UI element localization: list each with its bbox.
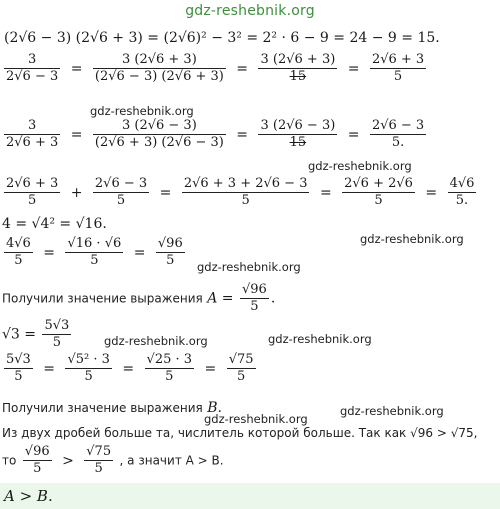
fraction — [227, 352, 256, 385]
answer-box — [0, 483, 500, 509]
var-b: B. — [207, 400, 222, 416]
fraction — [4, 352, 33, 385]
result-b-text: Получили значение выражения — [2, 401, 203, 415]
denominator: 5 — [4, 252, 33, 269]
numerator: √96 — [241, 282, 267, 297]
numerator: 2√6 − 3 — [94, 176, 148, 191]
conclusion-tail: , а значит A > B. — [119, 453, 224, 468]
denominator: 5 — [23, 460, 52, 477]
fraction — [145, 352, 195, 385]
numerator: 5√3 — [6, 352, 31, 367]
fraction — [93, 118, 226, 151]
period: . — [270, 290, 276, 307]
numerator: √96 — [157, 236, 183, 251]
result-a-text: Получили значение выражения — [2, 291, 203, 306]
fraction — [65, 352, 111, 385]
b-value-chain — [2, 352, 258, 385]
equals-sign: = — [43, 244, 56, 261]
numerator: 3 — [27, 118, 37, 133]
fraction — [258, 52, 337, 85]
result-a-line — [2, 282, 275, 315]
fraction — [65, 236, 123, 269]
denominator: 5 — [4, 192, 60, 209]
result-b-line — [2, 400, 222, 416]
numerator: √25 · 3 — [146, 352, 193, 367]
fraction — [240, 282, 269, 315]
a-value-chain — [2, 236, 187, 269]
product-expression: (2√6 − 3) (2√6 + 3) = (2√6)² − 3² = 2² · 6 − 9 = 24 − 9 = 15. — [4, 30, 440, 46]
fraction — [4, 176, 60, 209]
plus-sign: + — [70, 184, 83, 201]
numerator: 2√6 + 2√6 — [344, 176, 413, 191]
denominator: 5 — [227, 368, 256, 385]
denominator: 5 — [240, 298, 269, 315]
four-as-root: 4 = √4² = √16. — [2, 216, 107, 232]
equals-sign: = — [204, 360, 217, 377]
denominator: 2√6 + 3 — [6, 135, 59, 150]
numerator: 3 (2√6 − 3) — [121, 118, 197, 133]
numerator: 4√6 — [449, 176, 475, 191]
fraction — [4, 118, 60, 151]
denominator: 5. — [448, 192, 477, 209]
denominator: 5. — [370, 134, 426, 151]
numerator: 5√3 — [44, 318, 70, 333]
denominator: 5 — [42, 334, 71, 351]
denominator: (2√6 + 3) (2√6 − 3) — [94, 135, 224, 150]
fraction — [4, 236, 33, 269]
numerator: 2√6 + 3 + 2√6 − 3 — [183, 176, 308, 191]
numerator: 2√6 + 3 — [6, 176, 59, 191]
denominator: 5 — [145, 368, 195, 385]
equals-sign: = — [43, 360, 56, 377]
product-line — [4, 30, 440, 46]
watermark: gdz-reshebnik.org — [308, 159, 412, 173]
denominator: 5 — [182, 192, 310, 209]
equals-sign: = — [133, 244, 146, 261]
equals-sign: = — [159, 184, 172, 201]
equals-sign: = — [122, 360, 135, 377]
fraction — [4, 52, 60, 85]
comparison-text: Из двух дробей больше та, числитель которой больше. Так как √96 > √75, — [2, 426, 478, 440]
equals-sign: = — [236, 60, 249, 77]
denominator: 5 — [4, 368, 33, 385]
fraction — [342, 176, 415, 209]
fraction — [448, 176, 477, 209]
fraction — [370, 52, 426, 85]
denominator: 5 — [84, 460, 113, 477]
denominator: 15 — [258, 134, 337, 151]
conclusion-to: то — [2, 453, 17, 468]
numerator: √16 · √6 — [67, 236, 122, 251]
fraction — [42, 318, 71, 351]
equals-sign: = — [319, 184, 332, 201]
fraction — [93, 52, 226, 85]
numerator: √5² · 3 — [67, 352, 110, 367]
denominator: 2√6 − 3 — [6, 69, 59, 84]
site-title[interactable]: gdz-reshebnik.org — [185, 3, 315, 19]
watermark: gdz-reshebnik.org — [90, 104, 194, 118]
watermark: gdz-reshebnik.org — [268, 332, 372, 346]
numerator: 3 (2√6 + 3) — [121, 52, 197, 67]
fraction — [23, 444, 52, 477]
denominator: 5 — [156, 252, 185, 269]
root3-line — [2, 318, 73, 351]
fraction-chain-2 — [2, 118, 428, 151]
equals-sign: = — [70, 60, 83, 77]
watermark: gdz-reshebnik.org — [204, 412, 308, 426]
numerator: √75 — [86, 444, 112, 459]
watermark: gdz-reshebnik.org — [197, 260, 301, 274]
numerator: √75 — [228, 352, 254, 367]
numerator: 2√6 − 3 — [371, 118, 425, 133]
fraction — [93, 176, 149, 209]
numerator: 3 (2√6 + 3) — [260, 52, 336, 67]
denominator: 5 — [370, 68, 426, 85]
numerator: 3 (2√6 − 3) — [260, 118, 336, 133]
fraction — [258, 118, 337, 151]
denominator: 5 — [342, 192, 415, 209]
equals-sign: = — [70, 126, 83, 143]
four-as-root-line — [2, 216, 107, 232]
fraction — [84, 444, 113, 477]
sum-chain — [2, 176, 478, 209]
fraction — [182, 176, 310, 209]
fraction — [370, 118, 426, 151]
var-a-equals: A = — [207, 290, 234, 307]
numerator: 3 — [27, 52, 37, 67]
numerator: 2√6 + 3 — [371, 52, 425, 67]
denominator: 5 — [93, 192, 149, 209]
denominator: 5 — [65, 368, 111, 385]
equals-sign: = — [236, 126, 249, 143]
watermark: gdz-reshebnik.org — [340, 404, 444, 418]
conclusion-line — [2, 444, 224, 477]
answer-text: A > B. — [4, 487, 53, 505]
fraction-chain-1 — [2, 52, 428, 85]
numerator: √96 — [24, 444, 50, 459]
fraction — [156, 236, 185, 269]
equals-sign: = — [347, 126, 360, 143]
numerator: 4√6 — [6, 236, 31, 251]
greater-sign: > — [62, 452, 74, 469]
watermark: gdz-reshebnik.org — [104, 334, 208, 348]
denominator: (2√6 − 3) (2√6 + 3) — [94, 69, 224, 84]
equals-sign: = — [347, 60, 360, 77]
root3-label: √3 = — [2, 326, 37, 343]
denominator: 5 — [65, 252, 123, 269]
watermark: gdz-reshebnik.org — [360, 232, 464, 246]
denominator: 15 — [258, 68, 337, 85]
equals-sign: = — [425, 184, 438, 201]
